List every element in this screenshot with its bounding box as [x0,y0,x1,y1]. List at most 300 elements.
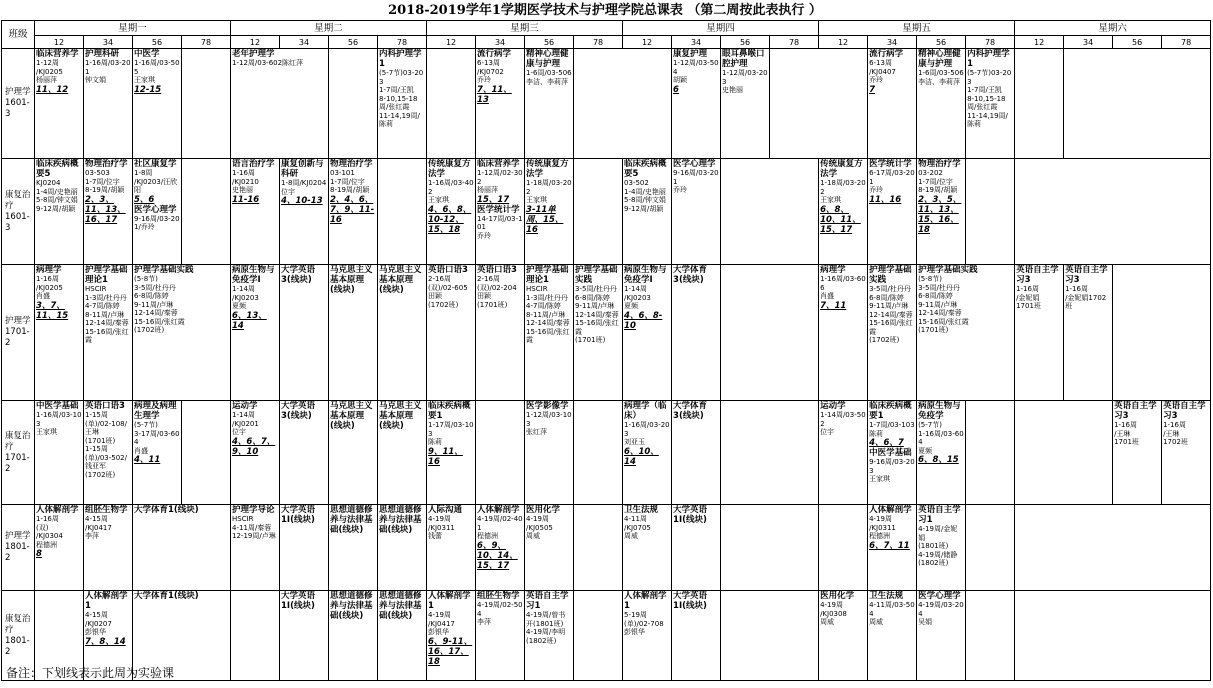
course-detail: /王琳 [1114,429,1131,438]
course-detail: 4-19周/曾书开(1801班) [526,611,566,628]
course-detail: 1-16周 [232,169,255,177]
course-cell [672,591,721,681]
course-detail: (5-7节) [134,421,158,429]
course-cell [231,505,280,591]
course-name: 护理科研 [85,49,120,59]
course-cell [476,505,525,591]
course-detail: 陈莉 [869,429,884,438]
course-detail: 4-19周 [526,515,549,523]
course-detail: (双)/02-605 [428,283,468,292]
course-name: 大学体育1(线块) [134,591,199,601]
course-detail: 9-11周/卢琳 [575,302,615,310]
course-name: 护理学基础实践 [869,265,912,285]
empty-cell [231,591,280,681]
course-cell [868,49,917,159]
course-detail: 位宇 [820,428,835,436]
course-cell [329,401,378,505]
course-detail: (1702班) [428,300,459,309]
empty-cell [476,401,525,505]
empty-cell [1015,49,1064,159]
course-detail: 12-14周/秦蓉 [85,319,129,327]
course-detail: 乔玲 [477,76,492,84]
course-detail: 4-7周/陈婷 [85,302,120,310]
course-detail: 胡颖 [673,76,688,84]
course-cell [819,591,868,681]
period-header: 56 [133,36,182,49]
course-detail: /KJ0702 [477,67,504,76]
course-detail: 杨丽萍 [477,186,499,194]
course-cell [917,401,966,505]
course-detail: 11-14,19周/陈莉 [379,111,420,128]
period-header: 34 [1064,36,1113,49]
course-detail: 彭银华 [85,628,106,636]
course-name: 大学英语1I(线块) [673,505,708,525]
course-detail: 夏频 [918,446,933,455]
lab-weeks: 4、6、7、9、10 [232,436,276,457]
course-detail: /KJ0304 [36,532,63,540]
course-detail: 4-19周 [820,601,843,609]
course-name: 中医学基础 [36,401,79,411]
course-name: 思想道德修养与法律基础(线块) [379,505,422,535]
lab-weeks: 15、17 [477,194,510,205]
course-detail: 李萍 [85,532,99,540]
course-cell [476,265,525,401]
course-detail: (1701班) [575,336,606,344]
course-detail: (1802班) [918,559,949,567]
course-detail: 8-19周/胡颖 [918,186,958,194]
empty-cell [721,265,819,401]
course-cell [574,265,623,401]
course-cell [378,49,427,159]
empty-cell [721,159,819,265]
course-name: 临床营养学 [477,159,520,169]
course-detail: HSCIR [526,285,548,293]
course-name: 人体解剖学 [869,505,912,515]
course-detail: 1-12周/03-203 [722,69,768,86]
course-detail: (1702班) [85,470,116,479]
class-row [2,401,1211,505]
course-name: 思想道德修养与法律基础(线块) [330,505,373,535]
course-detail: 9-16周/03-201 [673,169,719,186]
lab-weeks: 2、3、5、11、13、15、16、18 [918,194,962,235]
course-detail: 肖盛 [36,292,50,300]
empty-cell [329,49,378,159]
course-detail: /KJ0205 [36,283,63,292]
empty-cell [721,505,819,591]
course-detail: 王家琪 [869,475,891,483]
class-row [2,505,1211,591]
course-detail: 6-13周 [869,59,892,67]
empty-cell [574,49,672,159]
lab-weeks: 2、3、11、13、16、17 [85,194,126,225]
course-cell [1113,401,1162,505]
day-header: 星期五 [819,21,1015,36]
course-detail: 1-16周/03-505 [134,59,180,76]
course-detail: 1-14周/03-502 [820,411,866,428]
course-detail: 6-8周/陈婷 [134,292,169,300]
course-detail: 1-12周/03-602陈红萍 [232,59,304,67]
course-cell [231,401,280,505]
course-detail: 1-3周/杜丹丹 [526,293,568,302]
course-cell [35,401,84,505]
lab-weeks: 4、6、8-10 [624,310,663,331]
course-detail: /金妮娟1702班 [1065,293,1107,310]
course-detail: /KJ0705 [624,523,651,532]
course-detail: 夏频 [624,302,639,310]
course-detail: 杨丽萍 [36,76,57,84]
course-name: 卫生法规 [624,505,659,515]
course-name: 医学心理学 [918,591,961,601]
course-detail: 彭银华 [624,628,646,636]
course-detail: 4-19周 [869,515,892,523]
course-detail: 1-14周 [232,285,255,293]
class-name: 康复治疗1601-3 [2,159,35,265]
course-name: 医学统计学 [869,159,912,169]
period-header: 34 [476,36,525,49]
course-cell [917,505,966,591]
empty-cell [574,159,623,265]
empty-cell [182,401,231,505]
course-detail: 03-502 [624,179,649,187]
period-header: 12 [623,36,672,49]
course-detail: 9-11周/卢琳 [918,300,958,309]
course-cell [280,505,329,591]
course-cell [35,505,84,591]
course-detail: (单)/02-108/王琳 [85,419,127,436]
course-detail: 李洁、李莉萍 [918,77,961,86]
course-cell [917,159,966,265]
empty-cell [574,591,623,681]
course-detail: (双)/02-204 [477,283,517,292]
course-name: 大学英语1I(线块) [673,591,708,611]
course-name: 大学体育3(线块) [673,401,708,421]
day-header: 星期二 [231,21,427,36]
day-header-row [2,21,1211,36]
course-name: 英语口语3 [477,265,517,275]
course-detail: 15-16周/张红霞 [918,317,969,326]
course-detail: (单)/02-708 [624,619,664,628]
course-detail: 9-12周/胡颖 [624,204,664,213]
course-detail: 1-16周/03-604 [918,429,964,446]
course-name: 马克思主义基本原理(线块) [379,401,422,431]
course-cell [133,401,182,505]
course-cell [525,591,574,681]
course-cell [672,265,721,401]
lab-weeks: 6、8、15 [918,455,959,465]
empty-cell [721,591,819,681]
course-name: 康复创新与科研 [281,159,324,179]
course-cell [231,49,329,159]
course-detail: 1-16周 [36,275,59,283]
empty-cell [1015,401,1113,505]
course-detail: 肖盛 [134,446,148,455]
course-cell [966,49,1015,159]
day-header: 星期一 [35,21,231,36]
course-name: 人体解剖学 [36,505,79,515]
course-cell [84,49,133,159]
course-detail: 5-19周 [624,611,647,619]
course-detail: 乔玲 [869,186,884,194]
course-cell [280,401,329,505]
course-name: 病原生物与免疫学 [918,401,961,421]
empty-cell [721,401,819,505]
course-detail: /KJ0505 [526,523,553,532]
course-cell [1064,265,1113,401]
course-detail: 1-17周/03-103 [428,421,474,438]
course-detail: /KJ0308 [820,609,847,618]
course-detail: 15-16周/张红霞 [526,327,570,344]
empty-cell [819,505,868,591]
course-cell [84,401,133,505]
course-cell [329,159,378,265]
course-detail: 1-16周 [1065,285,1088,293]
course-detail: 4-19周 [428,515,451,523]
course-cell [133,505,231,591]
course-cell [476,49,525,159]
course-detail: 8-19周/胡颖 [330,186,370,194]
course-cell [35,49,84,159]
course-cell [35,265,84,401]
period-header: 56 [721,36,770,49]
course-name: 眼耳鼻喉口腔护理 [722,49,765,69]
course-cell [525,49,574,159]
course-detail: 1-16周/03-103 [36,411,82,428]
period-header: 78 [574,36,623,49]
course-detail: 1-18周/03-202 [526,179,572,196]
course-detail: 5-8周/钟文娟 [624,196,666,204]
course-detail: 1-7周/位宇 [330,177,365,186]
lab-weeks: 7、11、13 [477,84,512,105]
course-name: 英语口语3 [428,265,468,275]
lab-weeks: 4、6、8、10-12、15、18 [428,204,472,235]
course-detail: 1-16周/03-203 [624,421,670,438]
course-detail: 12-14周/秦蓉 [869,310,913,319]
course-name: 临床疾病概要1 [428,401,471,421]
period-header: 34 [280,36,329,49]
course-detail: 1-16周 [1016,285,1039,293]
course-name: 流行病学 [477,49,512,59]
empty-cell [1064,49,1211,159]
course-name: 人体解剖学1 [428,591,471,611]
course-detail: 9-11周/卢琳 [869,302,909,310]
course-detail: (1702班) [869,336,900,344]
period-header: 12 [35,36,84,49]
lab-weeks: 4、6、7 [869,438,904,448]
lab-weeks: 8 [36,549,42,559]
course-detail: 乔玲 [673,186,688,194]
lab-weeks: 11、12 [36,84,69,95]
course-name: 临床营养学 [36,49,79,59]
period-header: 78 [378,36,427,49]
course-cell [623,159,672,265]
course-detail: (5-8节) [134,275,158,283]
course-detail: 4-19周/金妮娟 [918,525,958,542]
course-name: 护理学导论 [232,505,275,515]
course-cell [1162,401,1211,505]
course-cell [427,265,476,401]
course-name: 临床疾病概要5 [36,159,79,179]
lab-weeks: 9、11、16 [428,446,463,467]
course-cell [917,591,966,681]
course-cell [868,591,917,681]
course-cell [84,159,133,265]
course-detail: 12-14周/秦蓉 [134,309,178,317]
course-detail: 田颖 [428,292,443,300]
course-detail: 4-15周 [85,515,108,523]
lab-weeks: 11、16 [869,194,902,205]
class-row [2,591,1211,681]
course-name: 医学统计学 [477,204,520,215]
course-detail: 5-8周/钟文娟 [36,196,78,204]
class-row [2,265,1211,401]
course-name: 英语口语3 [85,401,125,411]
course-detail: 1-15周 [85,445,108,453]
course-name: 大学英语1I(线块) [281,505,316,525]
course-detail: 9-16周/03-201/乔玲 [134,214,180,231]
course-detail: 4-19周/03-204 [918,601,964,618]
course-detail: /KJ0203 [624,293,651,302]
course-detail: 8-11周/卢琳 [526,310,566,319]
course-name: 医学心理学 [673,159,716,169]
course-cell [672,159,721,265]
course-name: 马克思主义基本原理(线块) [330,265,373,295]
course-cell [868,401,917,505]
course-detail: 03-202 [918,169,943,177]
course-cell [133,159,182,265]
lab-weeks: 5、6 [134,194,155,205]
course-detail: 1-4周/史艳丽 [624,187,666,196]
course-detail: (5-7节) [918,421,942,429]
course-detail: 1-14周 [232,411,255,419]
course-cell [280,265,329,401]
empty-cell [966,401,1015,505]
course-detail: 1-3周/杜丹丹 [85,293,127,302]
period-header: 56 [329,36,378,49]
course-detail: (5-7节)03-203 [379,69,424,86]
course-detail: 1-7周/03-103 [869,421,915,429]
period-header: 12 [231,36,280,49]
course-name: 护理学基础理论1 [526,265,569,285]
course-detail: 李萍 [477,618,492,626]
period-header: 56 [1113,36,1162,49]
course-cell [231,159,280,265]
course-name: 内科护理学1 [967,49,1010,69]
course-detail: 1-16周/03-402 [428,179,474,196]
course-name: 病理学 [820,265,846,275]
course-name: 组胚生物学 [85,505,128,515]
course-detail: 乔玲 [869,76,884,84]
course-detail: /KJ0311 [428,523,455,532]
course-detail: 1-6周/03-506 [526,69,572,77]
course-name: 人体解剖学1 [85,591,128,611]
empty-cell [1015,505,1211,591]
class-name: 护理学1801-2 [2,505,35,591]
course-detail: 1-16周 [1163,421,1186,429]
course-detail: 肖盛 [820,292,835,300]
empty-cell [966,159,1015,265]
course-cell [672,49,721,159]
course-detail: 6-8周/陈婷 [869,293,904,302]
course-detail: KJ0204 [36,179,61,187]
course-detail: 9-12周/胡颖 [36,204,76,213]
course-name: 思想道德修养与法律基础(线块) [379,591,422,621]
course-detail: 6-17周/03-201 [869,169,915,186]
course-detail: /KJ0407 [869,67,896,76]
course-name: 病原生物与免疫学I [624,265,667,285]
period-header: 78 [182,36,231,49]
course-detail: 4-7周/陈婷 [526,302,561,310]
lab-weeks: 6、9-11、16、17、18 [428,636,473,667]
course-cell [378,401,427,505]
footnote: 备注：下划线表示此周为实验课 [6,666,175,680]
period-header: 34 [672,36,721,49]
course-detail: 1-8周 [134,169,153,177]
course-detail: 4-15周 [85,611,108,619]
empty-cell [378,159,427,265]
course-cell [427,591,476,681]
course-cell [623,505,672,591]
course-cell [1015,265,1064,401]
course-cell [35,159,84,265]
course-detail: 4-19周/李明(1802班) [526,628,566,645]
course-detail: 周威 [624,532,639,540]
empty-cell [1015,159,1211,265]
lab-weeks: 4、11 [134,455,161,465]
course-detail: 2-16周 [477,275,500,283]
course-detail: 14-17周/03-101 [477,214,523,231]
course-name: 运动学 [232,401,258,411]
lab-weeks: 6、9、10、14、15、17 [477,540,518,571]
course-detail: /KJ0203 [232,293,259,302]
course-name: 大学英语3(线块) [281,401,316,421]
course-cell [819,159,868,265]
course-detail: 1-12周/02-302 [477,169,523,186]
course-name: 病原生物与免疫学I [232,265,275,285]
course-name: 传统康复方法学 [526,159,569,179]
empty-cell [574,505,623,591]
course-name: 中医学基础 [869,448,912,458]
course-name: 语言治疗学 [232,159,275,169]
course-name: 大学体育3(线块) [673,265,708,285]
course-name: 流行病学 [869,49,904,59]
course-cell [525,505,574,591]
empty-cell [427,49,476,159]
course-detail: 6-8周/陈婷 [918,292,953,300]
course-name: 精神心理健康与护理 [526,49,569,69]
empty-cell [182,49,231,159]
course-name: 人际沟通 [428,505,463,515]
course-detail: 王家琪 [134,76,155,84]
course-detail: 周威 [869,618,884,626]
course-detail: 9-16周/03-203 [869,458,915,475]
course-detail: /KJ0417 [428,619,455,628]
course-cell [427,401,476,505]
course-detail: 15-16周/张红霞 [134,317,185,326]
course-name: 传统康复方法学 [820,159,863,179]
course-cell [917,265,1015,401]
course-cell [672,401,721,505]
course-detail: 1-18周/03-202 [820,179,866,196]
course-detail: 1-4周/史艳丽 [36,187,78,196]
class-row [2,49,1211,159]
schedule-table [1,20,1211,681]
period-header: 34 [84,36,133,49]
course-cell [623,401,672,505]
course-name: 英语自主学习1 [918,505,961,525]
course-cell [868,505,917,591]
course-detail: 位宇 [281,187,296,196]
course-detail: /KJ0210 [232,177,259,186]
